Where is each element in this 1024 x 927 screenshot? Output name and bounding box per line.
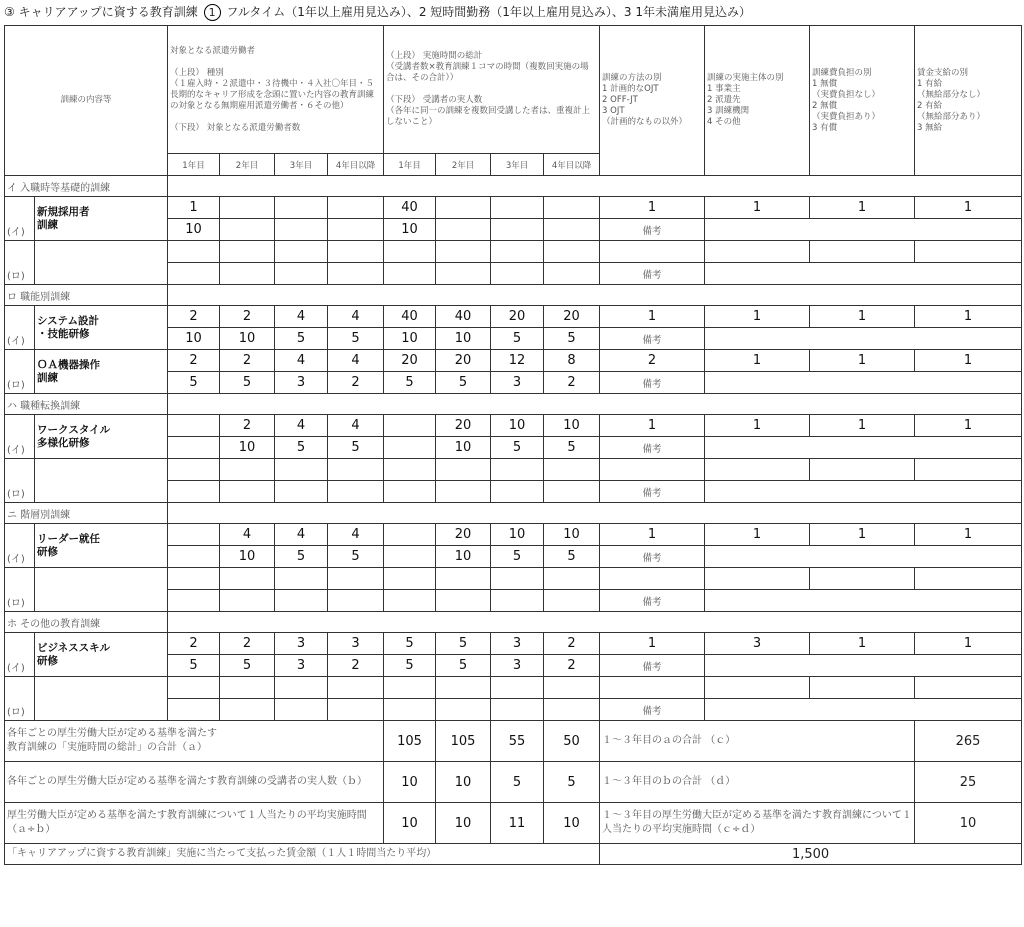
value-cell: 5 — [168, 655, 220, 677]
header-cost: 訓練費負担の別 1 無償 （実費負担なし） 2 無償 （実費負担あり） 3 有償 — [810, 26, 915, 176]
provider-cell: 1 — [705, 415, 810, 437]
value-cell: 4 — [328, 524, 384, 546]
remark-label: 備考 — [600, 546, 705, 568]
training-name: リーダー就任 研修 — [35, 524, 168, 568]
method-cell — [600, 241, 705, 263]
year-header: 1年目 — [384, 154, 436, 176]
value-cell — [220, 219, 275, 241]
value-cell: 4 — [328, 306, 384, 328]
wage-cell — [915, 677, 1022, 699]
value-cell — [384, 524, 436, 546]
value-cell — [544, 677, 600, 699]
value-cell: 2 — [220, 415, 275, 437]
remark-label: 備考 — [600, 328, 705, 350]
value-cell — [544, 197, 600, 219]
value-cell — [436, 568, 491, 590]
value-cell: 5 — [384, 655, 436, 677]
value-cell: 10 — [220, 437, 275, 459]
wage-cell: 1 — [915, 524, 1022, 546]
value-cell: 5 — [328, 437, 384, 459]
value-cell: 40 — [384, 197, 436, 219]
value-cell: 10 — [436, 437, 491, 459]
wage-cell: 1 — [915, 633, 1022, 655]
value-cell: 3 — [275, 372, 328, 394]
value-cell: 4 — [328, 415, 384, 437]
summary-right-value: 25 — [915, 762, 1022, 803]
header-target: 対象となる派遣労働者 （上段） 種別 （１雇入時・２派遣中・３待機中・４入社〇年目・５長期的なキャリア形成を念頭に置いた内容の教育訓練の対象となる無期雇用派遣労働者・６その他） （下段） 対象となる派遣労働者数 — [168, 26, 384, 154]
wage-cell — [915, 241, 1022, 263]
value-cell — [491, 677, 544, 699]
value-cell: 10 — [384, 219, 436, 241]
training-name: ビジネススキル 研修 — [35, 633, 168, 677]
value-cell: 4 — [275, 350, 328, 372]
summary-value: 11 — [491, 803, 544, 844]
value-cell — [328, 219, 384, 241]
value-cell — [220, 590, 275, 612]
value-cell — [168, 415, 220, 437]
value-cell — [275, 590, 328, 612]
summary-right-label: １～３年目の厚生労働大臣が定める基準を満たす教育訓練について１人当たりの平均実施時間（ｃ÷ｄ） — [600, 803, 915, 844]
value-cell: 10 — [168, 328, 220, 350]
remark-cell — [705, 437, 1022, 459]
value-cell: 10 — [544, 415, 600, 437]
summary-label: 厚生労働大臣が定める基準を満たす教育訓練について１人当たりの平均実施時間（ａ÷ｂ） — [5, 803, 384, 844]
value-cell: 20 — [436, 350, 491, 372]
cost-cell — [810, 459, 915, 481]
value-cell — [491, 197, 544, 219]
value-cell: 2 — [544, 655, 600, 677]
value-cell — [220, 197, 275, 219]
training-name: システム設計 ・技能研修 — [35, 306, 168, 350]
value-cell — [220, 699, 275, 721]
row-sub-label: (イ) — [5, 633, 35, 677]
value-cell — [491, 568, 544, 590]
provider-cell: 3 — [705, 633, 810, 655]
value-cell: 10 — [220, 546, 275, 568]
method-cell — [600, 568, 705, 590]
year-header: 2年目 — [220, 154, 275, 176]
value-cell — [544, 568, 600, 590]
value-cell — [491, 263, 544, 285]
value-cell: 10 — [436, 328, 491, 350]
cost-cell — [810, 677, 915, 699]
value-cell — [384, 241, 436, 263]
value-cell: 4 — [328, 350, 384, 372]
value-cell — [436, 590, 491, 612]
value-cell: 10 — [436, 546, 491, 568]
method-cell: 1 — [600, 306, 705, 328]
summary-label: 各年ごとの厚生労働大臣が定める基準を満たす 教育訓練の「実施時間の総計」の合計（ａ） — [5, 721, 384, 762]
value-cell — [544, 263, 600, 285]
training-name — [35, 459, 168, 503]
value-cell — [544, 459, 600, 481]
remark-label: 備考 — [600, 437, 705, 459]
method-cell: 2 — [600, 350, 705, 372]
value-cell — [168, 524, 220, 546]
cost-cell — [810, 241, 915, 263]
year-header: 3年目 — [491, 154, 544, 176]
provider-cell — [705, 568, 810, 590]
value-cell — [275, 241, 328, 263]
value-cell — [275, 263, 328, 285]
summary-right-value: 265 — [915, 721, 1022, 762]
value-cell: 2 — [220, 633, 275, 655]
provider-cell — [705, 459, 810, 481]
value-cell: 3 — [491, 372, 544, 394]
summary-value: 10 — [436, 803, 491, 844]
header-rest: フルタイム（1年以上雇用見込み）、2 短時間勤務（1年以上雇用見込み）、3 1年未満雇用見込み） — [226, 5, 751, 19]
value-cell — [384, 437, 436, 459]
summary-right-label: １～３年目のｂの合計 （ｄ） — [600, 762, 915, 803]
value-cell: 4 — [220, 524, 275, 546]
wage-cell: 1 — [915, 197, 1022, 219]
value-cell: 5 — [436, 655, 491, 677]
wage-cell: 1 — [915, 350, 1022, 372]
summary-value: 55 — [491, 721, 544, 762]
value-cell: 2 — [544, 372, 600, 394]
value-cell: 1 — [168, 197, 220, 219]
summary-value: 10 — [436, 762, 491, 803]
section-blank — [168, 503, 1022, 524]
header-prefix: ③ キャリアアップに資する教育訓練 — [4, 5, 198, 19]
row-sub-label: (イ) — [5, 524, 35, 568]
value-cell — [384, 568, 436, 590]
value-cell: 5 — [275, 437, 328, 459]
section-blank — [168, 394, 1022, 415]
method-cell — [600, 677, 705, 699]
value-cell — [384, 677, 436, 699]
value-cell — [328, 568, 384, 590]
value-cell: 20 — [436, 415, 491, 437]
remark-label: 備考 — [600, 481, 705, 503]
value-cell: 3 — [275, 633, 328, 655]
value-cell: 2 — [168, 306, 220, 328]
summary-value: 10 — [544, 803, 600, 844]
training-name: ＯＡ機器操作 訓練 — [35, 350, 168, 394]
remark-label: 備考 — [600, 655, 705, 677]
value-cell — [168, 459, 220, 481]
wage-cell — [915, 459, 1022, 481]
remark-label: 備考 — [600, 263, 705, 285]
row-sub-label: (ロ) — [5, 677, 35, 721]
value-cell: 20 — [384, 350, 436, 372]
value-cell: 5 — [328, 328, 384, 350]
value-cell — [275, 699, 328, 721]
method-cell: 1 — [600, 633, 705, 655]
value-cell: 5 — [544, 546, 600, 568]
value-cell — [220, 263, 275, 285]
method-cell: 1 — [600, 524, 705, 546]
cost-cell: 1 — [810, 524, 915, 546]
summary-value: 10 — [384, 803, 436, 844]
value-cell: 5 — [275, 546, 328, 568]
remark-cell — [705, 219, 1022, 241]
value-cell — [384, 415, 436, 437]
section-title: イ 入職時等基礎的訓練 — [5, 176, 168, 197]
value-cell — [384, 546, 436, 568]
section-title: ロ 職能別訓練 — [5, 285, 168, 306]
section-title: ハ 職種転換訓練 — [5, 394, 168, 415]
summary-right-label: １～３年目のａの合計 （ｃ） — [600, 721, 915, 762]
method-cell: 1 — [600, 415, 705, 437]
value-cell — [436, 241, 491, 263]
row-sub-label: (イ) — [5, 197, 35, 241]
provider-cell: 1 — [705, 306, 810, 328]
value-cell — [275, 197, 328, 219]
value-cell — [436, 263, 491, 285]
cost-cell: 1 — [810, 415, 915, 437]
remark-label: 備考 — [600, 372, 705, 394]
value-cell: 4 — [275, 306, 328, 328]
cost-cell: 1 — [810, 350, 915, 372]
value-cell: 4 — [275, 524, 328, 546]
header-provider: 訓練の実施主体の別 1 事業主 2 派遣先 3 訓練機関 4 その他 — [705, 26, 810, 176]
remark-label: 備考 — [600, 699, 705, 721]
value-cell — [168, 699, 220, 721]
provider-cell: 1 — [705, 350, 810, 372]
cost-cell — [810, 568, 915, 590]
value-cell: 5 — [220, 655, 275, 677]
value-cell — [544, 590, 600, 612]
value-cell: 5 — [436, 633, 491, 655]
wage-cell — [915, 568, 1022, 590]
value-cell: 20 — [436, 524, 491, 546]
value-cell: 5 — [491, 328, 544, 350]
value-cell: 5 — [491, 437, 544, 459]
header-method: 訓練の方法の別 1 計画的なOJT 2 OFF-JT 3 OJT （計画的なもの以外） — [600, 26, 705, 176]
summary-value: 105 — [384, 721, 436, 762]
cost-cell: 1 — [810, 633, 915, 655]
value-cell: 2 — [220, 306, 275, 328]
year-header: 3年目 — [275, 154, 328, 176]
value-cell — [436, 677, 491, 699]
value-cell — [220, 241, 275, 263]
value-cell — [436, 197, 491, 219]
value-cell: 5 — [328, 546, 384, 568]
value-cell: 10 — [491, 415, 544, 437]
value-cell — [384, 590, 436, 612]
value-cell: 10 — [491, 524, 544, 546]
training-table — [4, 25, 1022, 865]
remark-cell — [705, 263, 1022, 285]
value-cell — [384, 263, 436, 285]
value-cell: 3 — [275, 655, 328, 677]
year-header: 1年目 — [168, 154, 220, 176]
value-cell — [168, 437, 220, 459]
row-sub-label: (イ) — [5, 415, 35, 459]
wage-cell: 1 — [915, 306, 1022, 328]
wage-row-value: 1,500 — [600, 844, 1022, 865]
year-header: 4年目以降 — [544, 154, 600, 176]
value-cell — [328, 241, 384, 263]
value-cell — [168, 568, 220, 590]
provider-cell — [705, 241, 810, 263]
value-cell — [220, 459, 275, 481]
value-cell: 2 — [168, 350, 220, 372]
value-cell — [328, 699, 384, 721]
value-cell — [491, 590, 544, 612]
value-cell: 5 — [544, 437, 600, 459]
cost-cell: 1 — [810, 197, 915, 219]
value-cell — [544, 219, 600, 241]
method-cell: 1 — [600, 197, 705, 219]
value-cell — [275, 677, 328, 699]
value-cell: 10 — [384, 328, 436, 350]
summary-value: 10 — [384, 762, 436, 803]
value-cell: 20 — [544, 306, 600, 328]
value-cell: 5 — [384, 633, 436, 655]
circled-option: 1 — [204, 4, 221, 21]
value-cell: 3 — [491, 655, 544, 677]
summary-value: 5 — [491, 762, 544, 803]
value-cell — [328, 263, 384, 285]
value-cell: 8 — [544, 350, 600, 372]
value-cell: 5 — [168, 372, 220, 394]
value-cell — [168, 546, 220, 568]
value-cell: 12 — [491, 350, 544, 372]
row-sub-label: (ロ) — [5, 568, 35, 612]
value-cell: 2 — [220, 350, 275, 372]
value-cell: 2 — [328, 655, 384, 677]
row-sub-label: (ロ) — [5, 459, 35, 503]
value-cell — [220, 568, 275, 590]
summary-label: 各年ごとの厚生労働大臣が定める基準を満たす教育訓練の受講者の実人数（ｂ） — [5, 762, 384, 803]
row-sub-label: (ロ) — [5, 241, 35, 285]
value-cell — [328, 197, 384, 219]
value-cell — [220, 677, 275, 699]
year-header: 4年目以降 — [328, 154, 384, 176]
cost-cell: 1 — [810, 306, 915, 328]
value-cell — [328, 459, 384, 481]
value-cell: 5 — [544, 328, 600, 350]
remark-cell — [705, 699, 1022, 721]
value-cell — [384, 481, 436, 503]
value-cell — [275, 568, 328, 590]
value-cell — [275, 481, 328, 503]
training-name — [35, 677, 168, 721]
remark-cell — [705, 328, 1022, 350]
value-cell: 5 — [220, 372, 275, 394]
value-cell — [384, 699, 436, 721]
value-cell — [328, 590, 384, 612]
provider-cell: 1 — [705, 197, 810, 219]
summary-value: 105 — [436, 721, 491, 762]
value-cell: 40 — [436, 306, 491, 328]
value-cell: 5 — [491, 546, 544, 568]
value-cell — [220, 481, 275, 503]
wage-row-label: 「キャリアアップに資する教育訓練」実施に当たって支払った賃金額（１人１時間当たり平均） — [5, 844, 600, 865]
header-wage: 賃金支給の別 1 有給 （無給部分なし） 2 有給 （無給部分あり） 3 無給 — [915, 26, 1022, 176]
section-blank — [168, 176, 1022, 197]
remark-cell — [705, 655, 1022, 677]
value-cell: 40 — [384, 306, 436, 328]
value-cell — [384, 459, 436, 481]
remark-label: 備考 — [600, 219, 705, 241]
value-cell: 10 — [220, 328, 275, 350]
training-name: ワークスタイル 多様化研修 — [35, 415, 168, 459]
remark-cell — [705, 590, 1022, 612]
value-cell — [168, 263, 220, 285]
value-cell — [168, 677, 220, 699]
value-cell — [275, 219, 328, 241]
provider-cell — [705, 677, 810, 699]
value-cell: 5 — [436, 372, 491, 394]
summary-value: 5 — [544, 762, 600, 803]
method-cell — [600, 459, 705, 481]
summary-value: 50 — [544, 721, 600, 762]
value-cell — [436, 699, 491, 721]
remark-label: 備考 — [600, 590, 705, 612]
section-title: ニ 階層別訓練 — [5, 503, 168, 524]
value-cell: 2 — [328, 372, 384, 394]
value-cell — [168, 241, 220, 263]
value-cell: 10 — [168, 219, 220, 241]
row-sub-label: (イ) — [5, 306, 35, 350]
value-cell — [436, 481, 491, 503]
section-blank — [168, 285, 1022, 306]
value-cell — [436, 219, 491, 241]
section-title: ホ その他の教育訓練 — [5, 612, 168, 633]
value-cell: 10 — [544, 524, 600, 546]
value-cell: 5 — [384, 372, 436, 394]
header-content: 訓練の内容等 — [5, 26, 168, 176]
remark-cell — [705, 481, 1022, 503]
form-header — [4, 2, 751, 22]
value-cell — [491, 241, 544, 263]
value-cell: 4 — [275, 415, 328, 437]
value-cell — [275, 459, 328, 481]
value-cell — [544, 241, 600, 263]
header-hours: （上段） 実施時間の総計 （受講者数×教育訓練１コマの時間（複数回実施の場合は、その合計）） （下段） 受講者の実人数 （各年に同一の訓練を複数回受講した者は、重複計上しないこと） — [384, 26, 600, 154]
provider-cell: 1 — [705, 524, 810, 546]
value-cell — [328, 677, 384, 699]
remark-cell — [705, 546, 1022, 568]
value-cell: 5 — [275, 328, 328, 350]
value-cell — [491, 219, 544, 241]
value-cell: 20 — [491, 306, 544, 328]
value-cell: 2 — [544, 633, 600, 655]
value-cell — [491, 699, 544, 721]
value-cell — [491, 459, 544, 481]
value-cell: 3 — [491, 633, 544, 655]
row-sub-label: (ロ) — [5, 350, 35, 394]
value-cell — [544, 481, 600, 503]
training-name — [35, 241, 168, 285]
value-cell — [491, 481, 544, 503]
wage-cell: 1 — [915, 415, 1022, 437]
training-name: 新規採用者 訓練 — [35, 197, 168, 241]
remark-cell — [705, 372, 1022, 394]
summary-right-value: 10 — [915, 803, 1022, 844]
value-cell — [168, 481, 220, 503]
value-cell — [544, 699, 600, 721]
section-blank — [168, 612, 1022, 633]
training-name — [35, 568, 168, 612]
value-cell: 2 — [168, 633, 220, 655]
value-cell — [328, 481, 384, 503]
year-header: 2年目 — [436, 154, 491, 176]
value-cell: 3 — [328, 633, 384, 655]
value-cell — [168, 590, 220, 612]
value-cell — [436, 459, 491, 481]
